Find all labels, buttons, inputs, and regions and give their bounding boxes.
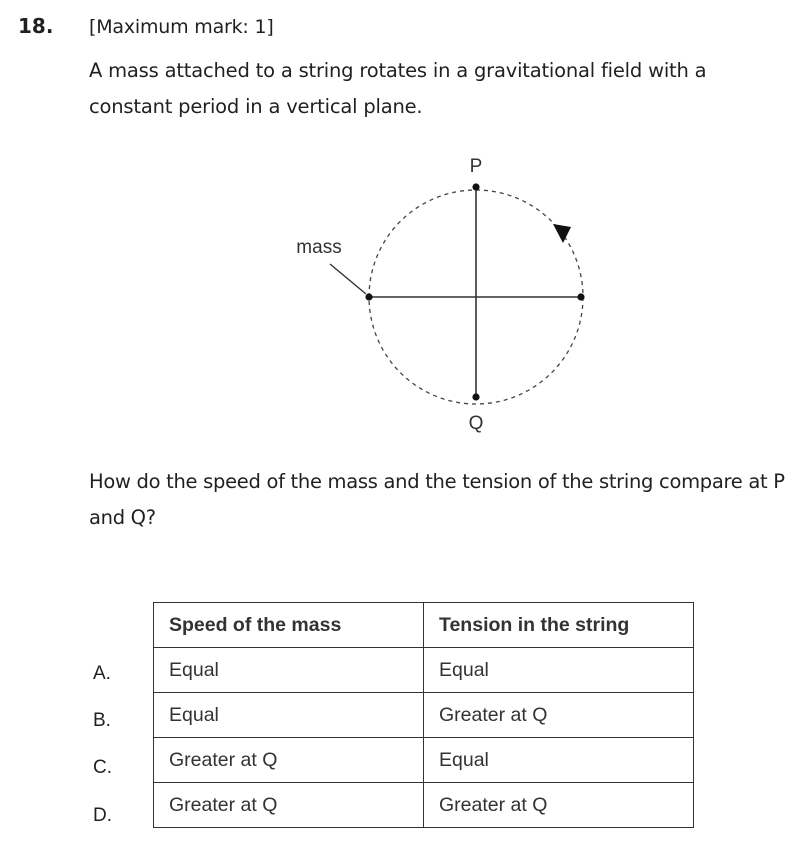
cell-tension: Equal (424, 738, 694, 783)
answer-table (153, 602, 694, 828)
label-p: P (469, 156, 483, 177)
table-row[interactable] (154, 783, 694, 828)
question-number: 18. (18, 14, 54, 38)
cell-speed: Equal (154, 693, 424, 738)
label-mass: mass (296, 237, 342, 258)
cell-speed: Equal (154, 648, 424, 693)
right-dot (577, 293, 584, 300)
header-tension: Tension in the string (424, 603, 694, 648)
option-letter-b[interactable]: B. (93, 710, 111, 731)
option-letter-a[interactable]: A. (93, 663, 111, 684)
question-stem: A mass attached to a string rotates in a gravitational field with a constant period in a vertical plane. (89, 59, 707, 118)
table-header-row (154, 603, 694, 648)
cell-speed: Greater at Q (154, 783, 424, 828)
cell-tension: Greater at Q (424, 693, 694, 738)
option-letter-c[interactable]: C. (93, 757, 112, 778)
mass-leader-line (330, 264, 366, 294)
cell-speed: Greater at Q (154, 738, 424, 783)
direction-arrow-icon (553, 224, 571, 243)
maximum-mark: [Maximum mark: 1] (89, 16, 274, 38)
label-q: Q (468, 413, 484, 434)
question-prompt: How do the speed of the mass and the tension of the string compare at P and Q? (89, 470, 785, 529)
table-row[interactable] (154, 738, 694, 783)
point-q-dot (472, 393, 479, 400)
table-row[interactable] (154, 648, 694, 693)
mass-dot (365, 293, 372, 300)
option-letter-d[interactable]: D. (93, 805, 112, 826)
point-p-dot (472, 183, 479, 190)
table-row[interactable] (154, 693, 694, 738)
header-speed: Speed of the mass (154, 603, 424, 648)
cell-tension: Greater at Q (424, 783, 694, 828)
cell-tension: Equal (424, 648, 694, 693)
